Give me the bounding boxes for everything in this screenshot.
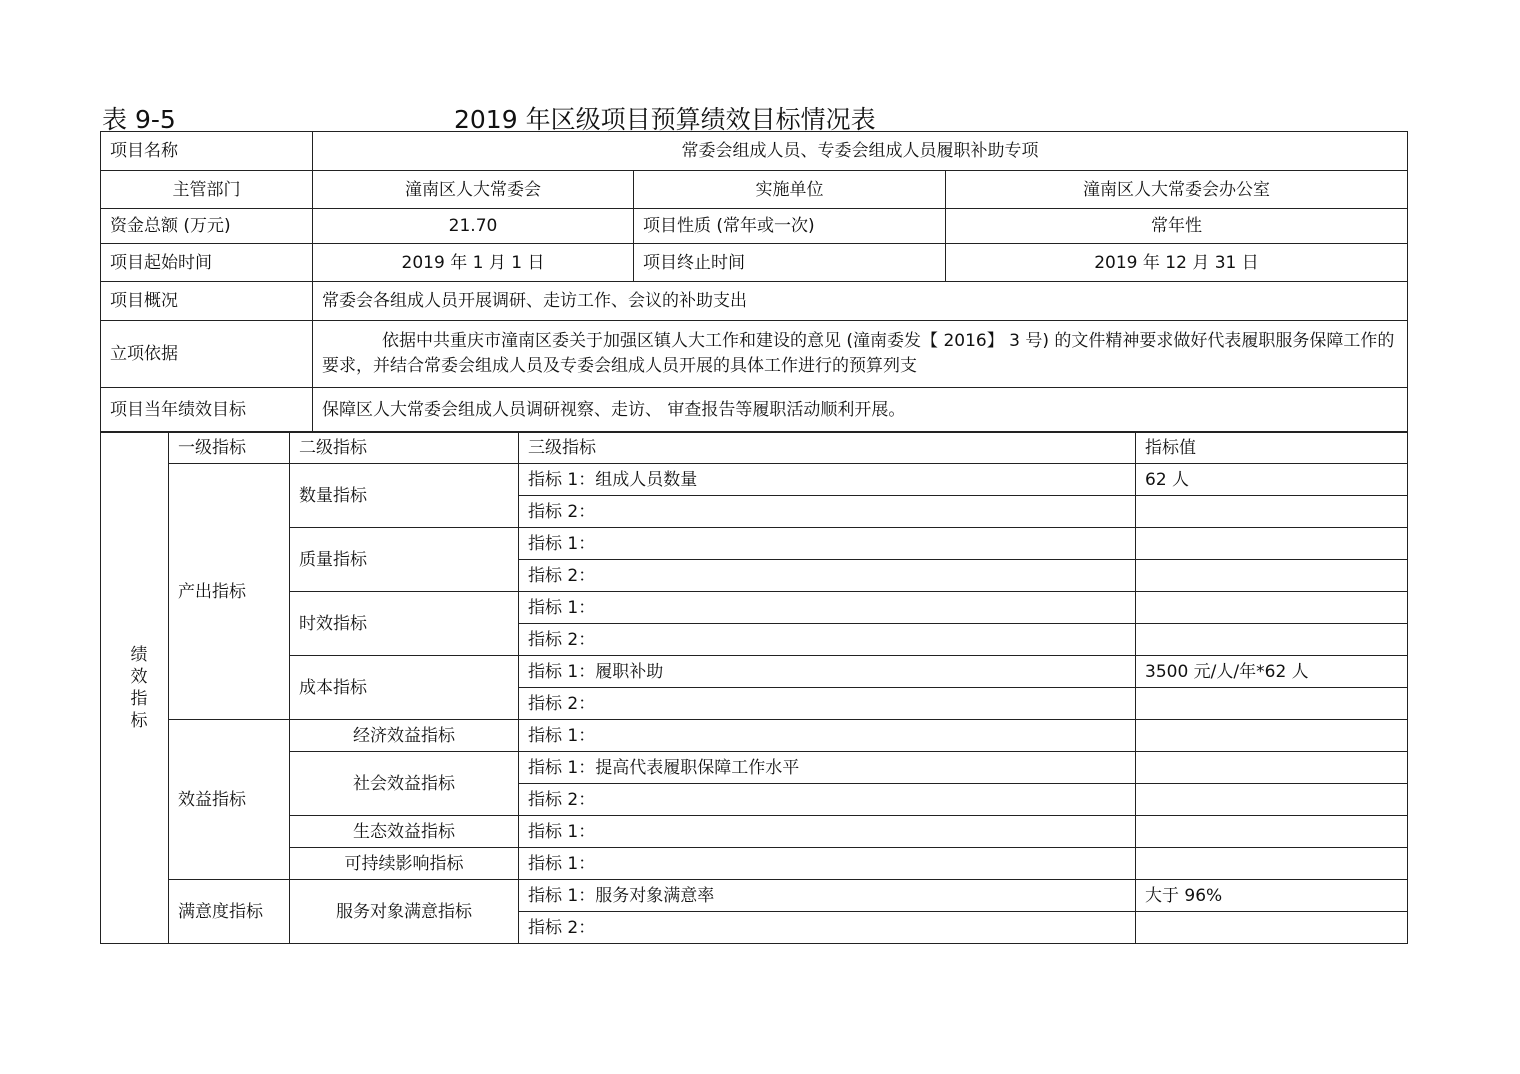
table-row: [101, 848, 1408, 880]
l1-satisfaction: 满意度指标: [169, 880, 290, 944]
project-name-value: 常委会组成人员、专委会组成人员履职补助专项: [313, 132, 1408, 171]
table-row: [101, 209, 1408, 244]
l3-cell: 指标 1：服务对象满意率: [519, 880, 1136, 912]
start-value: 2019 年 1 月 1 日: [313, 244, 634, 282]
table-row: [101, 752, 1408, 784]
l3-cell: 指标 1：: [519, 592, 1136, 624]
goal-value: 保障区人大常委会组成人员调研视察、走访、 审查报告等履职活动顺利开展。: [313, 388, 1408, 432]
nature-value: 常年性: [946, 209, 1408, 244]
l2-sustainable: 可持续影响指标: [290, 848, 519, 880]
l3-cell: 指标 1：: [519, 816, 1136, 848]
overview-value: 常委会各组成人员开展调研、走访工作、会议的补助支出: [313, 282, 1408, 321]
value-cell: 3500 元/人/年*62 人: [1136, 656, 1408, 688]
l2-quantity: 数量指标: [290, 464, 519, 528]
l1-output: 产出指标: [169, 464, 290, 720]
value-cell: [1136, 752, 1408, 784]
value-cell: [1136, 784, 1408, 816]
dept-label: 主管部门: [101, 171, 313, 209]
table-row: [101, 464, 1408, 496]
table-row: [101, 880, 1408, 912]
table-row: [101, 321, 1408, 388]
title-row: [100, 98, 1407, 132]
table-row: [101, 282, 1408, 321]
l3-cell: 指标 2：: [519, 912, 1136, 944]
value-cell: [1136, 560, 1408, 592]
table-row: [101, 244, 1408, 282]
table-row: [101, 656, 1408, 688]
nature-label: 项目性质 (常年或一次): [634, 209, 946, 244]
goal-label: 项目当年绩效目标: [101, 388, 313, 432]
l1-benefit: 效益指标: [169, 720, 290, 880]
value-cell: [1136, 688, 1408, 720]
l3-cell: 指标 2：: [519, 784, 1136, 816]
fund-label: 资金总额 (万元): [101, 209, 313, 244]
start-label: 项目起始时间: [101, 244, 313, 282]
l3-cell: 指标 1：组成人员数量: [519, 464, 1136, 496]
l2-social: 社会效益指标: [290, 752, 519, 816]
project-name-label: 项目名称: [101, 132, 313, 171]
performance-indicator-table: [100, 432, 1408, 944]
page-title: 2019 年区级项目预算绩效目标情况表: [454, 105, 876, 134]
l2-timeliness: 时效指标: [290, 592, 519, 656]
table-row: [101, 720, 1408, 752]
value-cell: [1136, 624, 1408, 656]
basis-value: 依据中共重庆市潼南区委关于加强区镇人大工作和建设的意见 (潼南委发【 2016】 3 号) 的文件精神要求做好代表履职服务保障工作的要求，并结合常委会组成人员及专委会组成人员开展的具体工作进行的预算列支: [313, 321, 1408, 388]
l3-cell: 指标 2：: [519, 560, 1136, 592]
overview-label: 项目概况: [101, 282, 313, 321]
table-row: [101, 816, 1408, 848]
l2-economic: 经济效益指标: [290, 720, 519, 752]
l3-cell: 指标 1：提高代表履职保障工作水平: [519, 752, 1136, 784]
table-number: 表 9-5: [102, 105, 176, 134]
impl-value: 潼南区人大常委会办公室: [946, 171, 1408, 209]
header-value: 指标值: [1136, 433, 1408, 464]
value-cell: [1136, 912, 1408, 944]
l3-cell: 指标 1：: [519, 528, 1136, 560]
table-row: [101, 433, 1408, 464]
value-cell: [1136, 720, 1408, 752]
l3-cell: 指标 1：: [519, 720, 1136, 752]
table-row: [101, 171, 1408, 209]
value-cell: 大于 96%: [1136, 880, 1408, 912]
l3-cell: 指标 2：: [519, 496, 1136, 528]
l3-cell: 指标 1：: [519, 848, 1136, 880]
l2-service: 服务对象满意指标: [290, 880, 519, 944]
perf-side-label: 绩 效 指 标: [101, 433, 169, 944]
header-l3: 三级指标: [519, 433, 1136, 464]
header-l2: 二级指标: [290, 433, 519, 464]
basis-label: 立项依据: [101, 321, 313, 388]
l2-ecological: 生态效益指标: [290, 816, 519, 848]
dept-value: 潼南区人大常委会: [313, 171, 634, 209]
value-cell: [1136, 528, 1408, 560]
l2-cost: 成本指标: [290, 656, 519, 720]
value-cell: [1136, 496, 1408, 528]
end-label: 项目终止时间: [634, 244, 946, 282]
value-cell: [1136, 848, 1408, 880]
value-cell: 62 人: [1136, 464, 1408, 496]
impl-label: 实施单位: [634, 171, 946, 209]
project-info-table: [100, 131, 1408, 432]
table-row: [101, 132, 1408, 171]
header-l1: 一级指标: [169, 433, 290, 464]
l3-cell: 指标 2：: [519, 688, 1136, 720]
table-row: [101, 528, 1408, 560]
l2-quality: 质量指标: [290, 528, 519, 592]
fund-value: 21.70: [313, 209, 634, 244]
l3-cell: 指标 1：履职补助: [519, 656, 1136, 688]
l3-cell: 指标 2：: [519, 624, 1136, 656]
table-row: [101, 592, 1408, 624]
value-cell: [1136, 816, 1408, 848]
table-row: [101, 388, 1408, 432]
value-cell: [1136, 592, 1408, 624]
end-value: 2019 年 12 月 31 日: [946, 244, 1408, 282]
